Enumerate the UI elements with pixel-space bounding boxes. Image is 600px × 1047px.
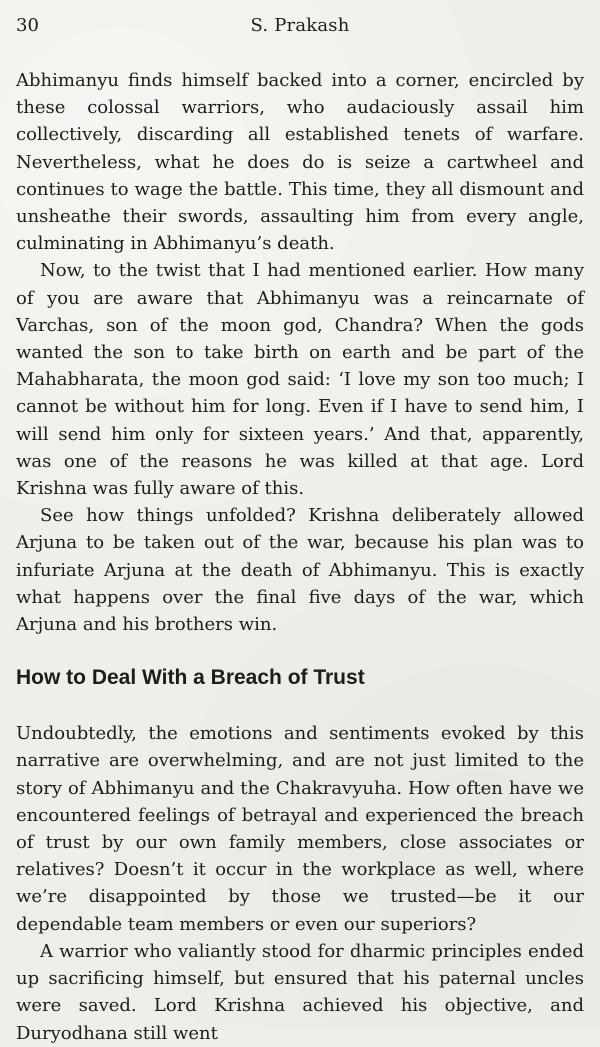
page-body — [16, 67, 584, 1047]
page-number: 30 — [16, 15, 39, 36]
page-header — [16, 12, 584, 40]
paragraph: Abhimanyu finds himself backed into a corner, encircled by these colossal warriors, who audaciously assail him collectively, discarding all established tenets of warfare. Nevertheless, what he does do is seize a cartwheel and continues to wage the battle. This time, they all dismount and unsheathe their swords, assaulting him from every angle, culminating in Abhimanyu’s death. — [16, 70, 584, 255]
section-heading: How to Deal With a Breach of Trust — [16, 666, 365, 690]
paragraph: Now, to the twist that I had mentioned earlier. How many of you are aware that Abhimanyu was a reincarnate of Varchas, son of the moon god, Chandra? When the gods wanted the son to take birth on earth and be part of the Mahabharata, the moon god said: ‘I love my son too much; I cannot be without him for long. Even if I have to send him, I will send him only for sixteen years.’ And that, apparently, was one of the reasons he was killed at that age. Lord Krishna was fully aware of this. — [16, 260, 584, 500]
paragraph: See how things unfolded? Krishna deliberately allowed Arjuna to be taken out of the war, because his plan was to infuriate Arjuna at the death of Abhimanyu. This is exactly what happens over the final five days of the war, which Arjuna and his brothers win. — [16, 505, 584, 636]
paragraph: Undoubtedly, the emotions and sentiments evoked by this narrative are overwhelming, and are not just limited to the story of Abhimanyu and the Chakravyuha. How often have we encountered feelings of betrayal and experienced the breach of trust by our own family members, close associates or relatives? Doesn’t it occur in the workplace as well, where we’re disappointed by those we trusted—be it our dependable team members or even our superiors? — [16, 723, 584, 935]
paragraph: A warrior who valiantly stood for dharmic principles ended up sacrificing himself, but ensured that his paternal uncles were saved. Lord Krishna achieved his objective, and Duryodhana still went — [16, 940, 584, 1044]
running-head: S. Prakash — [250, 15, 350, 36]
